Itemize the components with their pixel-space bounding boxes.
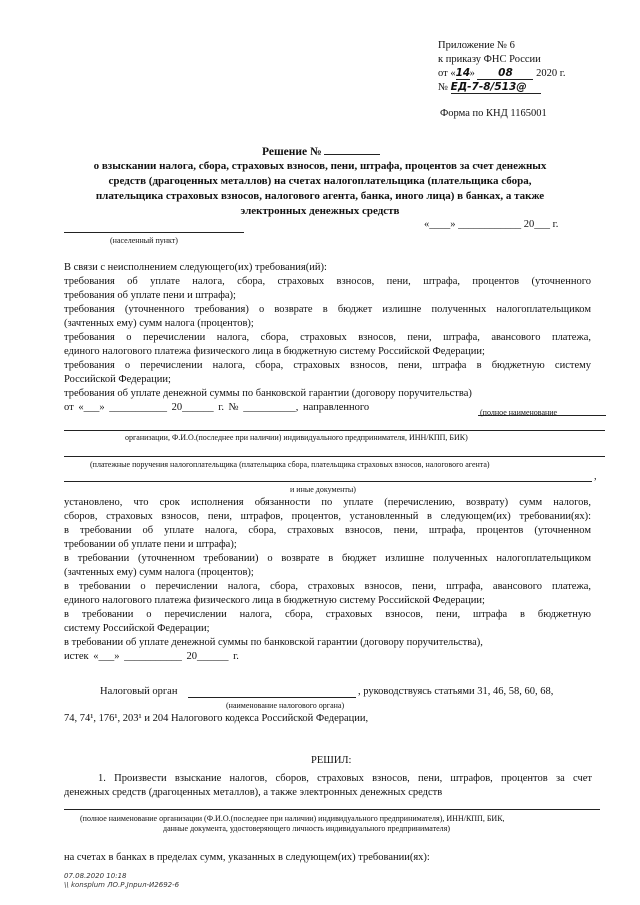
authority-line xyxy=(188,697,356,698)
from-line: от «___» ___________ 20______ г. № __________, направленного xyxy=(64,402,370,413)
caption-org: организации, Ф.И.О.(последнее при наличии) индивидуального предпринимателя, ИНН/КПП, БИК) xyxy=(125,433,468,442)
body1-l3: требования (уточненного требования) о возврате в бюджет излишне полученных налогоплательщиком xyxy=(64,304,591,315)
footer-path: \\ konsplum ЛО.Р.Jnpuл-И2692-6 xyxy=(64,881,180,889)
body2-l10: систему Российской Федерации; xyxy=(64,623,210,634)
body2-l6: (зачтенных ему) сумм налога (процентов); xyxy=(64,567,254,578)
appendix-line1: Приложение № 6 xyxy=(438,40,515,51)
body1-l5: требования о перечислении налога, сбора, страховых взносов, пени, штрафа, авансового платежа, xyxy=(64,332,591,343)
decided-p1-l1: 1. Произвести взыскание налогов, сборов, страховых взносов, пени, штрафов, процентов за счет xyxy=(98,773,592,784)
decision-number-blank xyxy=(324,154,380,155)
body2-l7: в требовании о перечислении налога, сбора, страховых взносов, пени, штрафа, авансового платежа, xyxy=(64,581,591,592)
caption-payment: (платежные поручения налогоплательщика (плательщика сбора, плательщика страховых взносов, налогового агента) xyxy=(90,460,490,469)
title-line3: плательщика страховых взносов, налогового агента, банка, иного лица) в банках, а также xyxy=(95,190,545,202)
form-code: Форма по КНД 1165001 xyxy=(440,108,547,119)
appendix-number xyxy=(438,81,541,94)
body1-l1: требования об уплате налога, сбора, страховых взносов, пени, штрафа, процентов (уточненного xyxy=(64,276,591,287)
appendix-date-mid: » xyxy=(469,68,475,79)
body2-l11: в требовании об уплате денежной суммы по банковской гарантии (договору поручительства), xyxy=(64,637,483,648)
appendix-number-prefix: № xyxy=(438,82,449,93)
authority-caption: (наименование налогового органа) xyxy=(226,701,345,710)
body2-l4: требовании об уплате пени и штрафа); xyxy=(64,539,237,550)
appendix-number-value: ЕД-7-8/513@ xyxy=(451,81,541,94)
body2-l8: единого налогового платежа физического лица в бюджетную систему Российской Федерации; xyxy=(64,595,485,606)
body1-l2: требования об уплате пени и штрафа); xyxy=(64,290,236,301)
body1-l6: единого налогового платежа физического лица в бюджетную систему Российской Федерации; xyxy=(64,346,485,357)
body1-l7: требования о перечислении налога, сбора, страховых взносов, пени, штрафа в бюджетную систему xyxy=(64,360,591,371)
appendix-date-day: 14 xyxy=(455,67,471,79)
decision-date: «____» ____________ 20___ г. xyxy=(424,219,559,230)
appendix-date-month: 08 xyxy=(477,67,533,80)
caption-full-name: (полное наименование xyxy=(480,408,558,417)
payment-line xyxy=(64,456,605,457)
decided-heading: РЕШИЛ: xyxy=(311,755,352,766)
decided-caption1: (полное наименование организации (Ф.И.О.(последнее при наличии) индивидуального предпринимателя), ИНН/КПП, БИК, xyxy=(80,814,505,823)
other-docs-line xyxy=(64,481,592,482)
intro-line: В связи с неисполнением следующего(их) требования(ий): xyxy=(64,262,327,273)
accounts-line: на счетах в банках в пределах сумм, указанных в следующем(их) требовании(ях): xyxy=(64,852,430,863)
decided-p1-l2: денежных средств (драгоценных металлов), а также электронных денежных средств xyxy=(64,787,443,798)
decided-org-line xyxy=(64,809,600,810)
body1-l9: требования об уплате денежной суммы по банковской гарантии (договору поручительства) xyxy=(64,388,472,399)
footer-timestamp: 07.08.2020 10:18 xyxy=(64,872,127,880)
appendix-line2: к приказу ФНС России xyxy=(438,54,541,65)
comma: , xyxy=(594,471,597,482)
place-line xyxy=(64,232,244,233)
title-line1: о взыскании налога, сбора, страховых взносов, пени, штрафа, процентов за счет денежных xyxy=(93,160,547,172)
body2-l1: установлено, что срок исполнения обязанности по уплате (перечислению, возврату) сумм налогов, xyxy=(64,497,591,508)
articles-line: 74, 74¹, 176¹, 203¹ и 204 Налогового кодекса Российской Федерации, xyxy=(64,713,369,724)
caption-other-docs: и иные документы) xyxy=(290,485,356,494)
appendix-date xyxy=(438,67,565,80)
decided-caption2: данные документа, удостоверяющего личность индивидуального предпринимателя) xyxy=(163,824,451,833)
body1-l4: (зачтенных ему) сумм налога (процентов); xyxy=(64,318,254,329)
decision-title xyxy=(262,146,380,158)
body2-l5: в требовании (уточненном требовании) о возврате в бюджет излишне полученных налогоплательщиком xyxy=(64,553,591,564)
body1-l8: Российской Федерации; xyxy=(64,374,171,385)
appendix-date-prefix: от « xyxy=(438,68,456,79)
decision-label: Решение № xyxy=(262,146,322,158)
title-line2: средств (драгоценных металлов) на счетах налогоплательщика (плательщика сбора, xyxy=(108,175,532,187)
body2-l9: в требовании о перечислении налога, сбора, страховых взносов, пени, штрафа в бюджетную xyxy=(64,609,591,620)
expired-line: истек «___» ___________ 20______ г. xyxy=(64,651,239,662)
org-line xyxy=(64,430,605,431)
body2-l3: в требовании об уплате налога, сбора, страховых взносов, пени, штрафа, процентов (уточненном xyxy=(64,525,591,536)
authority-tail: , руководствуясь статьями 31, 46, 58, 60, 68, xyxy=(358,686,554,697)
title-line4: электронных денежных средств xyxy=(240,205,400,217)
place-caption: (населенный пункт) xyxy=(110,236,178,245)
authority-label: Налоговый орган xyxy=(100,686,178,697)
body2-l2: сборов, страховых взносов, пени, штрафов, процентов, установленный в следующем(их) требовании(ях): xyxy=(64,511,591,522)
appendix-date-year: 2020 г. xyxy=(536,68,566,79)
